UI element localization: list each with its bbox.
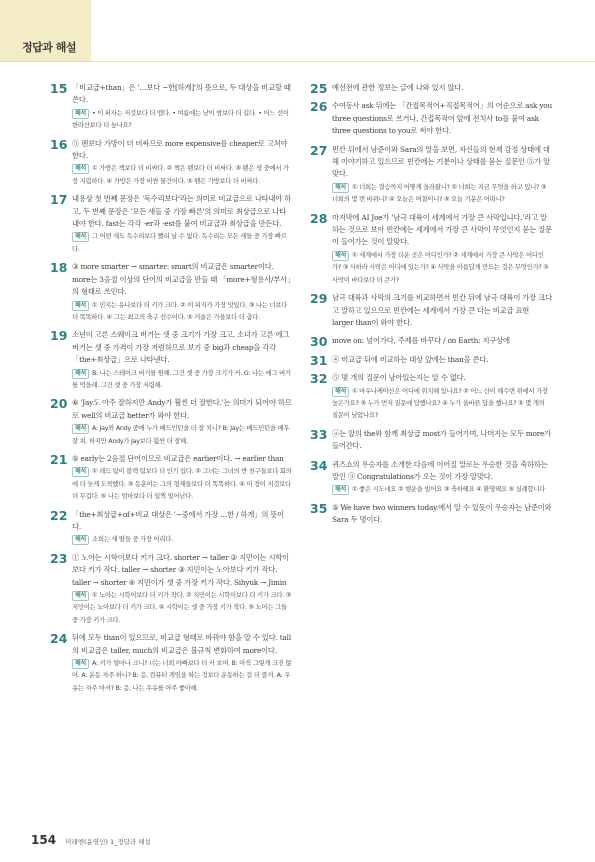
answer-item xyxy=(310,502,552,527)
answer-number: 23 xyxy=(50,550,68,566)
section-tab-label: 정답과 해설 xyxy=(22,41,76,54)
translation-tag: 해석 xyxy=(72,232,89,242)
answer-number: 19 xyxy=(50,328,68,344)
translation-content: B: 나는 스테이크 버거를 원해. 그건 셋 중 가장 크기가 커. G: 나는 에그 버거를 먹을래. 그건 셋 중 가장 저렴해. xyxy=(72,368,291,389)
answer-explanation: ① 노아는 시학이보다 키가 크다. shorter → taller ② 지민이는 시학이보다 키가 작다. taller → shorter ③ 지민이는 노아보다 키가 작다. taller → shorter ④ 지민이가 셋 중 가장 키가 작다. Sihyuk → Jimin xyxy=(72,552,290,587)
answer-number: 21 xyxy=(50,451,68,467)
answer-explanation: ⑤ 펜보다 가방이 더 비싸므로 more expensive를 cheaper로 고쳐야 한다. xyxy=(72,138,288,161)
translation-text xyxy=(72,367,292,392)
answer-item xyxy=(50,82,292,132)
translation-content: • 이 퍼자는 저것보다 더 맵다. • 여름에는 낮이 밤보다 더 길다. • 어느 선이 한라산보다 더 높나요? xyxy=(72,108,289,130)
answer-item xyxy=(50,138,292,188)
answer-number: 20 xyxy=(50,396,68,412)
answer-number: 28 xyxy=(310,210,328,226)
translation-text xyxy=(72,465,292,502)
answer-item xyxy=(310,100,552,137)
translation-content: ① 레드 팀이 블랙 팀보다 더 인기 있다. ② 그녀는 그녀의 반 친구들보다 회의에 더 늦게 도착했다. ③ 동훈이는 그의 형제들보다 더 똑똑하다. ④ 이 정이 저것보다 더 무겁다. ⑤ 나는 엄마보다 더 일찍 일어난다. xyxy=(72,467,292,501)
answer-item xyxy=(310,354,552,366)
answer-explanation: 퀴즈쇼의 우승자를 소개한 다음에 이어질 말로는 우승한 것을 축하하는 말인 ③ Congratulations가 오는 것이 가장 알맞다. xyxy=(332,459,548,481)
answer-number: 31 xyxy=(310,352,328,368)
answer-item xyxy=(310,292,552,329)
translation-text xyxy=(72,589,292,626)
translation-tag: 해석 xyxy=(72,164,89,174)
answer-item xyxy=(50,453,292,503)
translation-tag: 해석 xyxy=(72,591,89,601)
answer-item xyxy=(310,459,552,496)
answer-number: 33 xyxy=(310,426,328,442)
answer-explanation: 빈칸 뒤에서 남준이와 Sara의 말을 보면, 자신들의 현재 감정 상태에 대해 이야기하고 있으므로 빈칸에는 기분이나 상태를 묻는 질문인 ⑤가 알맞다. xyxy=(332,144,550,179)
answer-item xyxy=(50,329,292,391)
translation-tag: 해석 xyxy=(72,109,89,119)
translation-text xyxy=(72,657,292,694)
translation-content: ① 세계에서 가장 더운 곳은 어디인가? ② 세계에서 가장 큰 사막은 어디인가? ③ 사하라 사막은 어디에 있는가? ④ 사막을 아름답게 만드는 것은 무엇인가? ⑤ 사막이 바다보다 더 큰가? xyxy=(332,250,549,284)
answer-number: 24 xyxy=(50,631,68,647)
answer-number: 18 xyxy=(50,260,68,276)
answer-explanation: 내용상 첫 번째 문장은 '독수리보다'라는 의미로 비교급으로 나타내야 하고, 두 번째 문장은 '모든 새들 중 가장 빠른'의 의미로 최상급으로 나타내야 한다. fast는 각각 -er과 -est를 붙여 비교급과 최상급을 만든다. xyxy=(72,194,292,229)
answer-explanation: ③ more smarter → smarter: smart의 비교급은 smarter이다. more는 3음절 이상의 단어의 비교급을 만들 때 「more+형용사/부사」의 형태로 쓰인다. xyxy=(72,262,291,297)
translation-text xyxy=(332,483,552,495)
translation-tag: 해석 xyxy=(332,387,349,397)
translation-tag: 해석 xyxy=(72,467,89,477)
answer-number: 16 xyxy=(50,136,68,152)
answer-item xyxy=(310,372,552,422)
translation-text xyxy=(72,299,292,324)
answer-explanation: 소년이 고른 스웨이크 버거는 셋 중 크기가 가장 크고, 소녀가 고른 에그 버거는 셋 중 가격이 가장 저렴하므로 보기 중 big과 cheap을 각각 「the+최상급」으로 나타낸다. xyxy=(72,330,290,365)
answer-explanation: ⑥ 'Jay도 아주 잘하지만 Andy가 훨씬 더 잘한다.'는 의미가 되어야 하므로 well의 비교급 better가 와야 한다. xyxy=(72,398,292,420)
translation-tag: 해석 xyxy=(72,535,89,545)
answer-item xyxy=(310,212,552,286)
translation-text xyxy=(332,385,552,422)
answer-explanation: move on: 넘어가다, 주제를 바꾸다 / on Earth: 지구상에 xyxy=(332,336,510,346)
translation-text xyxy=(72,107,292,132)
answer-explanation: 남극 대륙과 사막의 크기를 비교하면서 빈칸 뒤에 남극 대륙이 가장 크다고 말하고 있으므로 빈칸에는 세계에서 가장 큰 다는 비교급 표현 larger than이 와야 한다. xyxy=(332,293,552,327)
header-divider xyxy=(0,61,595,62)
answer-item xyxy=(50,552,292,626)
answer-item xyxy=(50,509,292,546)
translation-content: ① 노아는 시학이보다 더 키가 작다. ② 지민이는 시학이보다 더 키가 크다. ③ 지민이는 노아보다 더 키가 크다. ④ 시학이는 셋 중 가장 키가 작다. ⑤ 노아는 그들 중 가장 키가 크다. xyxy=(72,591,292,624)
answer-explanation: ⑤ We have two winners today.에서 알 수 있듯이 우승자는 남준이와 Sara 두 명이다. xyxy=(332,502,552,525)
translation-tag: 해석 xyxy=(72,301,89,311)
translation-text xyxy=(332,249,552,286)
answer-explanation: 「비교급+than」은 '…보다 ~한[하게]'의 뜻으로, 두 대상을 비교할 때 쓴다. xyxy=(72,83,291,105)
translation-text xyxy=(72,162,292,187)
answer-number: 30 xyxy=(310,334,328,350)
answer-explanation: 예선전에 관한 정보는 글에 나와 있지 않다. xyxy=(332,83,464,92)
answer-item xyxy=(310,144,552,206)
translation-content: 그 어떤 새도 독수리보다 빨리 날 수 없다. 독수리는 모든 새들 중 가장 빠르다. xyxy=(72,232,287,253)
page-number: 154 xyxy=(31,833,57,847)
answer-explanation: 「the+최상급+of+비교 대상은 '~중에서 가장 …한 / 하게」의 뜻이다. xyxy=(72,509,285,531)
answer-number: 17 xyxy=(50,192,68,208)
answer-item xyxy=(50,632,292,694)
page-footer xyxy=(31,829,151,848)
answer-item xyxy=(50,193,292,255)
answer-item xyxy=(50,261,292,323)
answer-number: 25 xyxy=(310,81,328,96)
translation-content: ① 가방은 책보다 더 비싸다. ② 책은 펜보다 더 비싸다. ③ 펜은 셋 중에서 가장 저렴하다. ④ 가방은 가장 비싼 물건이다. ⑤ 펜은 가방보다 더 비싸다. xyxy=(72,164,289,185)
translation-content: ① 민지는 유나보다 더 키가 크다. ② 이 피자가 가장 맛있다. ③ 나는 너보다 더 똑똑하다. ④ 그는 최고의 축구 선수이다. ⑤ 겨울은 가을보다 더 춥다. xyxy=(72,300,287,321)
answer-item xyxy=(50,397,292,447)
section-tab xyxy=(0,0,91,62)
translation-content: A: Jay와 Andy 중에 누가 배드민턴을 더 잘 치니? B: Jay는 배드민턴을 매우 잘 쳐. 하지만 Andy가 Jay보다 훨씬 더 잘해. xyxy=(72,424,290,445)
translation-tag: 해석 xyxy=(332,251,349,261)
answer-number: 27 xyxy=(310,142,328,158)
left-column xyxy=(50,82,292,700)
answer-explanation: ⑤ early는 2음절 단어이므로 비교급은 earlier이다. → earlier than xyxy=(72,453,284,463)
translation-tag: 해석 xyxy=(332,485,349,495)
answer-number: 34 xyxy=(310,457,328,473)
answer-number: 22 xyxy=(50,507,68,523)
translation-text xyxy=(72,230,292,255)
answer-number: 32 xyxy=(310,371,328,387)
answer-number: 15 xyxy=(50,81,68,96)
answer-explanation: 마지막에 AI Joe가 '남극 대륙이 세계에서 가장 큰 사막입니다.'라고 말하는 것으로 보아 빈칸에는 세계에서 가장 큰 사막이 무엇인지 묻는 질문이 들어가는 것이 알맞다. xyxy=(332,212,552,247)
answer-number: 35 xyxy=(310,500,328,516)
answer-number: 29 xyxy=(310,291,328,307)
answer-explanation: 뒤에 모두 than이 있으므로, 비교급 형태로 바꿔야 함을 알 수 있다. tall의 비교급은 taller, much의 비교급은 불규칙 변화하여 more이다. xyxy=(72,633,291,655)
translation-text xyxy=(72,422,292,447)
translation-content: ① 너희는 결승까지 어떻게 올라왔니? ② 너희는 지금 무엇을 하고 있니? ③ 너희의 몇 번 바뀌니? ④ 오늘은 며칠이니? ⑤ 오늘 기분은 어떠니? xyxy=(332,182,547,204)
translation-content: 소희는 세 딸들 중 가장 어리다. xyxy=(92,535,173,544)
answer-number: 26 xyxy=(310,99,328,115)
translation-tag: 해석 xyxy=(72,424,89,434)
translation-content: ① 마우나케아산은 어디에 위치해 있나요? ② 어느 산이 해수면 위에서 가장 높은가요? ③ 누가 먼저 질문에 답했나요? ④ 누가 올바른 답을 했나요? ⑤ 몇 개의 질문이 남았나요? xyxy=(332,386,548,420)
book-title: 미래엔(윤영인) 1_정답과 해설 xyxy=(65,838,151,846)
translation-text xyxy=(72,533,292,545)
translation-tag: 해석 xyxy=(332,183,349,193)
answer-item xyxy=(310,334,552,350)
translation-content: A: 키가 얼마나 크니? 너는 너희 아빠보다 더 커 보여. B: 아직 그렇게 크진 않아. A: 운동 자주 하니? B: 응, 컴퓨터 게임을 하는 것보다 운동하는 걸 더 즐겨. A: 우유는 자주 마셔? B: 응, 나는 우유를 아주 좋아해. xyxy=(72,659,292,692)
translation-text xyxy=(332,181,552,206)
answer-explanation: 수여동사 ask 뒤에는 「간접목적어+직접목적어」의 어순으로 ask you three questions로 쓰거나, 간접목적어 앞에 전치사 to를 붙여 ask three questions to you로 써야 한다. xyxy=(332,101,552,136)
translation-content: ① 좋은 시도네요 ② 행운을 빌어요 ③ 축하해요 ④ 환영해요 ⑤ 실례합니다 xyxy=(352,485,546,494)
translation-tag: 해석 xyxy=(72,369,89,379)
answer-item xyxy=(310,428,552,453)
translation-tag: 해석 xyxy=(72,659,89,669)
answer-explanation: ⑤ 몇 개의 질문이 남아있는지는 알 수 없다. xyxy=(332,373,466,383)
answer-explanation: ⓐ는 앞의 the와 함께 최상급 most가 들어가며, 나머지는 모두 more가 들어간다. xyxy=(332,428,551,451)
right-column xyxy=(310,82,552,533)
answer-explanation: ④ 비교급 뒤에 비교하는 대상 앞에는 than을 쓴다. xyxy=(332,354,489,364)
answer-item xyxy=(310,82,552,94)
